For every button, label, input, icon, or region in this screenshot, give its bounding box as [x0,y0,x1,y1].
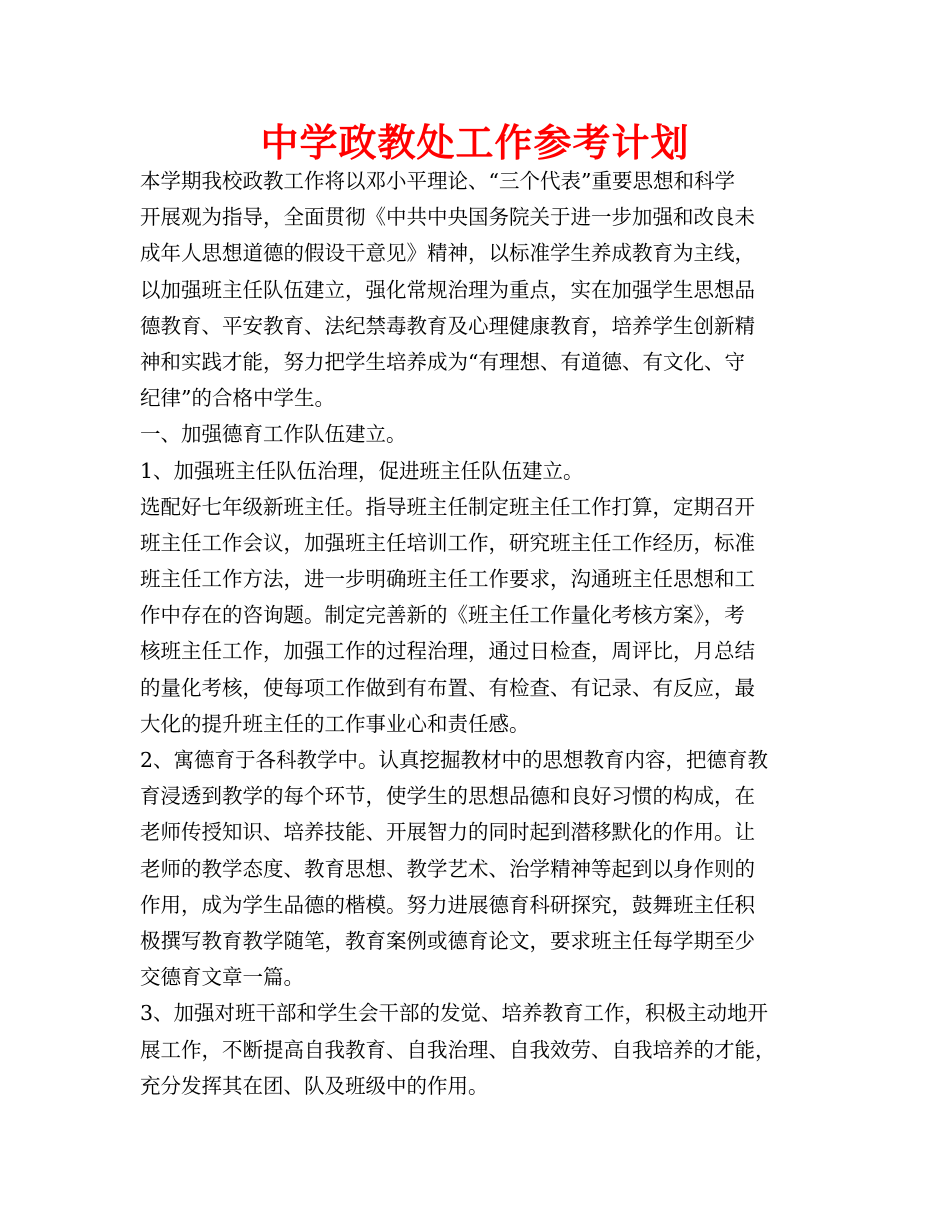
document-title: 中学政教处工作参考计划 [260,121,690,165]
text-line: 开展观为指导，全面贯彻《中共中央国务院关于进一步加强和改良未 [140,205,755,230]
text-line: 大化的提升班主任的工作事业心和责任感。 [140,711,530,736]
section-heading: 一、加强德育工作队伍建立。 [140,422,407,447]
text-line: 以加强班主任队伍建立，强化常规治理为重点，实在加强学生思想品 [140,277,755,302]
text-line: 3、加强对班干部和学生会干部的发觉、培养教育工作，积极主动地开 [140,1001,769,1026]
text-line: 作中存在的咨询题。制定完善新的《班主任工作量化考核方案》，考 [140,603,745,628]
subsection-heading: 1、加强班主任队伍治理，促进班主任队伍建立。 [140,458,584,483]
text-line: 纪律”的合格中学生。 [140,386,335,411]
document-body [140,163,820,1104]
text-line: 本学期我校政教工作将以邓小平理论、“三个代表”重要思想和科学 [140,169,735,193]
text-line: 核班主任工作，加强工作的过程治理，通过日检查，周评比，月总结 [140,639,755,664]
text-line: 老师传授知识、培养技能、开展智力的同时起到潜移默化的作用。让 [140,820,755,845]
text-line: 老师的教学态度、教育思想、教学艺术、治学精神等起到以身作则的 [140,856,755,881]
text-line: 成年人思想道德的假设干意见》精神，以标准学生养成教育为主线， [140,241,755,266]
text-line: 极撰写教育教学随笔，教育案例或德育论文，要求班主任每学期至少 [140,928,755,953]
text-line: 班主任工作方法，进一步明确班主任工作要求，沟通班主任思想和工 [140,567,755,592]
text-line: 2、寓德育于各科教学中。认真挖掘教材中的思想教育内容，把德育教 [140,748,769,772]
text-line: 交德育文章一篇。 [140,965,304,990]
text-line: 班主任工作会议，加强班主任培训工作，研究班主任工作经历，标准 [140,530,755,555]
text-line: 育浸透到教学的每个环节，使学生的思想品德和良好习惯的构成，在 [140,784,755,809]
text-line: 作用，成为学生品德的楷模。努力进展德育科研探究，鼓舞班主任积 [140,892,755,917]
text-line: 展工作，不断提高自我教育、自我治理、自我效劳、自我培养的才能， [140,1037,776,1062]
text-line: 选配好七年级新班主任。指导班主任制定班主任工作打算，定期召开 [140,494,755,519]
text-line: 的量化考核，使每项工作做到有布置、有检查、有记录、有反应，最 [140,675,755,700]
text-line: 德教育、平安教育、法纪禁毒教育及心理健康教育，培养学生创新精 [140,313,755,338]
text-line: 充分发挥其在团、队及班级中的作用。 [140,1073,489,1098]
text-line: 神和实践才能，努力把学生培养成为“有理想、有道德、有文化、守 [140,349,745,374]
